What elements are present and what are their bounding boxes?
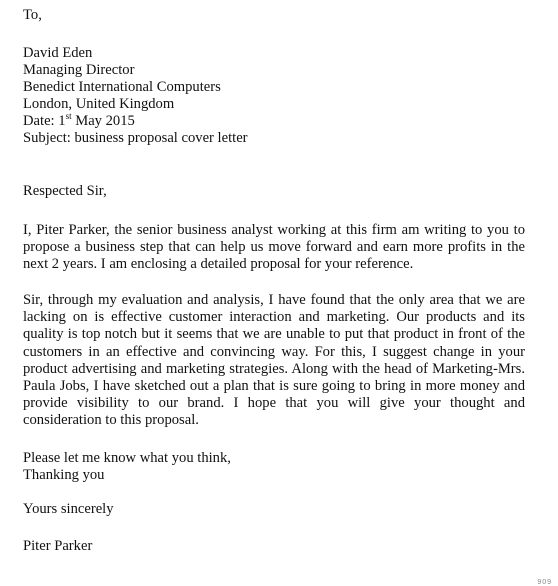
closing-line-2: Thanking you — [23, 467, 105, 483]
paragraph-2: Sir, through my evaluation and analysis, I have found that the only area that we are lacking on is effective customer interaction and marketing. Our products and its quality is top notch but it seems that we are unable to put that product in front of the customers in an effective and convincing way. For this, I suggest change in your product advertising and marketing strategies. Along with the head of Marketing-Mrs. Paula Jobs, I have sketched out a plan that is sure going to bring in more money and provide visibility to our brand. I hope that you will give your thought and consideration to this proposal. — [23, 292, 525, 429]
recipient-name: David Eden — [23, 45, 93, 61]
recipient-location: London, United Kingdom — [23, 96, 175, 112]
closing-line-1: Please let me know what you think, — [23, 450, 231, 466]
signature-name: Piter Parker — [23, 538, 93, 554]
letter-date — [23, 113, 135, 130]
date-suffix: st — [65, 111, 72, 122]
date-rest: May 2015 — [71, 113, 135, 129]
letter-subject: Subject: business proposal cover letter — [23, 130, 248, 146]
date-label: Date: 1 — [23, 113, 66, 129]
to-label: To, — [23, 7, 42, 23]
paragraph-1: I, Piter Parker, the senior business analyst working at this firm am writing to you to propose a business step that can help us move forward and earn more profits in the next 2 years. I am enclosing a detailed proposal for your reference. — [23, 222, 525, 273]
recipient-company: Benedict International Computers — [23, 79, 221, 95]
sign-off: Yours sincerely — [23, 501, 114, 517]
recipient-title: Managing Director — [23, 62, 135, 78]
greeting: Respected Sir, — [23, 183, 107, 199]
corner-mark: 909 — [537, 579, 552, 586]
